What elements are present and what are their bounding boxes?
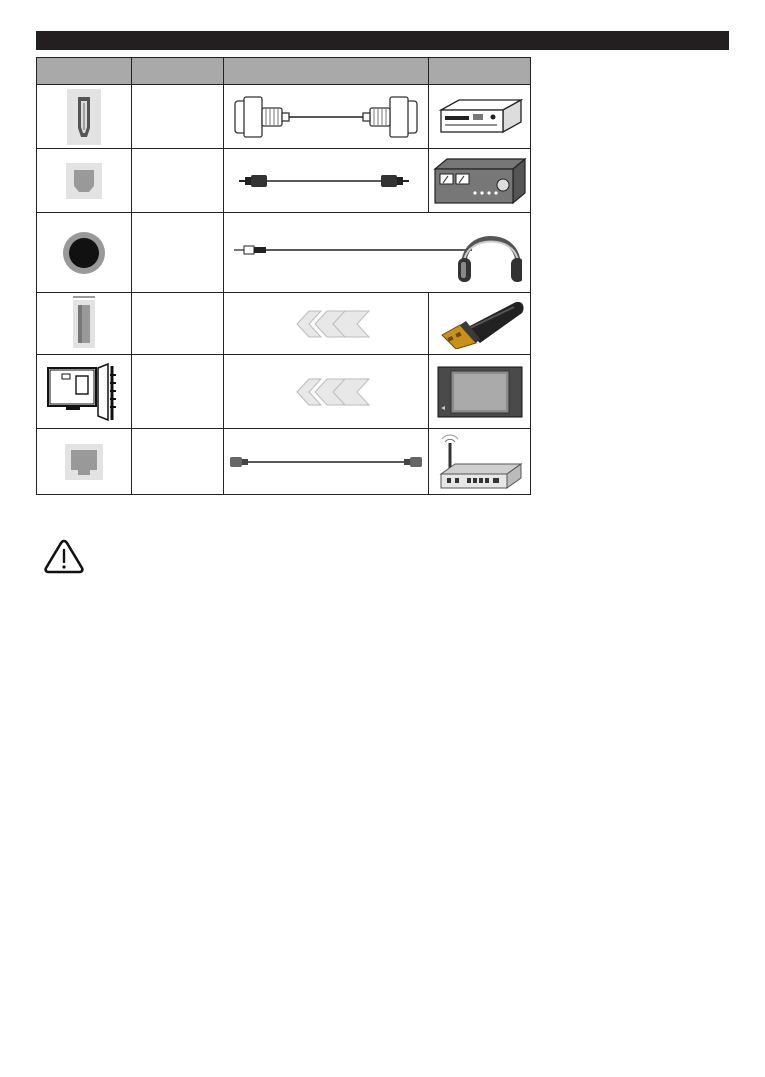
port-cell [37, 149, 132, 213]
cable-cell [224, 429, 429, 495]
insert-arrows-icon [231, 306, 421, 342]
type-cell [132, 213, 224, 293]
type-cell [132, 355, 224, 429]
column-header-connector [37, 58, 132, 85]
cable-cell [224, 293, 429, 355]
ci-cam-module-icon [437, 366, 523, 418]
audio-amplifier-icon [433, 157, 527, 205]
ethernet-port-icon [63, 442, 105, 482]
cable-cell [224, 149, 429, 213]
column-header-type [132, 58, 224, 85]
headphone-cable-icon [232, 220, 522, 286]
table-row [37, 213, 531, 293]
column-header-cables [224, 58, 429, 85]
insert-arrows-icon [231, 374, 421, 410]
device-cell [429, 355, 531, 429]
warning-triangle-icon [43, 538, 85, 574]
table-header-row [37, 58, 531, 85]
table-row [37, 355, 531, 429]
hdmi-cable-icon [231, 95, 421, 139]
port-cell [37, 355, 132, 429]
type-cell [132, 429, 224, 495]
cable-cell [224, 85, 429, 149]
port-cell [37, 429, 132, 495]
optical-cable-icon [231, 171, 421, 191]
table-row [37, 429, 531, 495]
table-row [37, 149, 531, 213]
device-cell [429, 149, 531, 213]
router-icon [435, 434, 525, 490]
connections-table [36, 57, 531, 495]
optical-spdif-port-icon [64, 161, 104, 201]
hdmi-port-icon [64, 88, 104, 146]
port-cell [37, 85, 132, 149]
section-header-bar [36, 31, 729, 50]
type-cell [132, 85, 224, 149]
ethernet-cable-icon [226, 452, 426, 472]
type-cell [132, 293, 224, 355]
blu-ray-player-icon [437, 98, 523, 136]
device-cell [429, 293, 531, 355]
cable-cell [224, 213, 531, 293]
cable-cell [224, 355, 429, 429]
ci-slot-icon [46, 360, 122, 424]
port-cell [37, 213, 132, 293]
headphones-icon [458, 238, 522, 282]
usb-stick-icon [434, 299, 526, 349]
table-row [37, 85, 531, 149]
device-cell [429, 429, 531, 495]
usb-port-icon [69, 296, 99, 352]
device-cell [429, 85, 531, 149]
column-header-device [429, 58, 531, 85]
port-cell [37, 293, 132, 355]
headphone-jack-icon [60, 229, 108, 277]
type-cell [132, 149, 224, 213]
table-row [37, 293, 531, 355]
